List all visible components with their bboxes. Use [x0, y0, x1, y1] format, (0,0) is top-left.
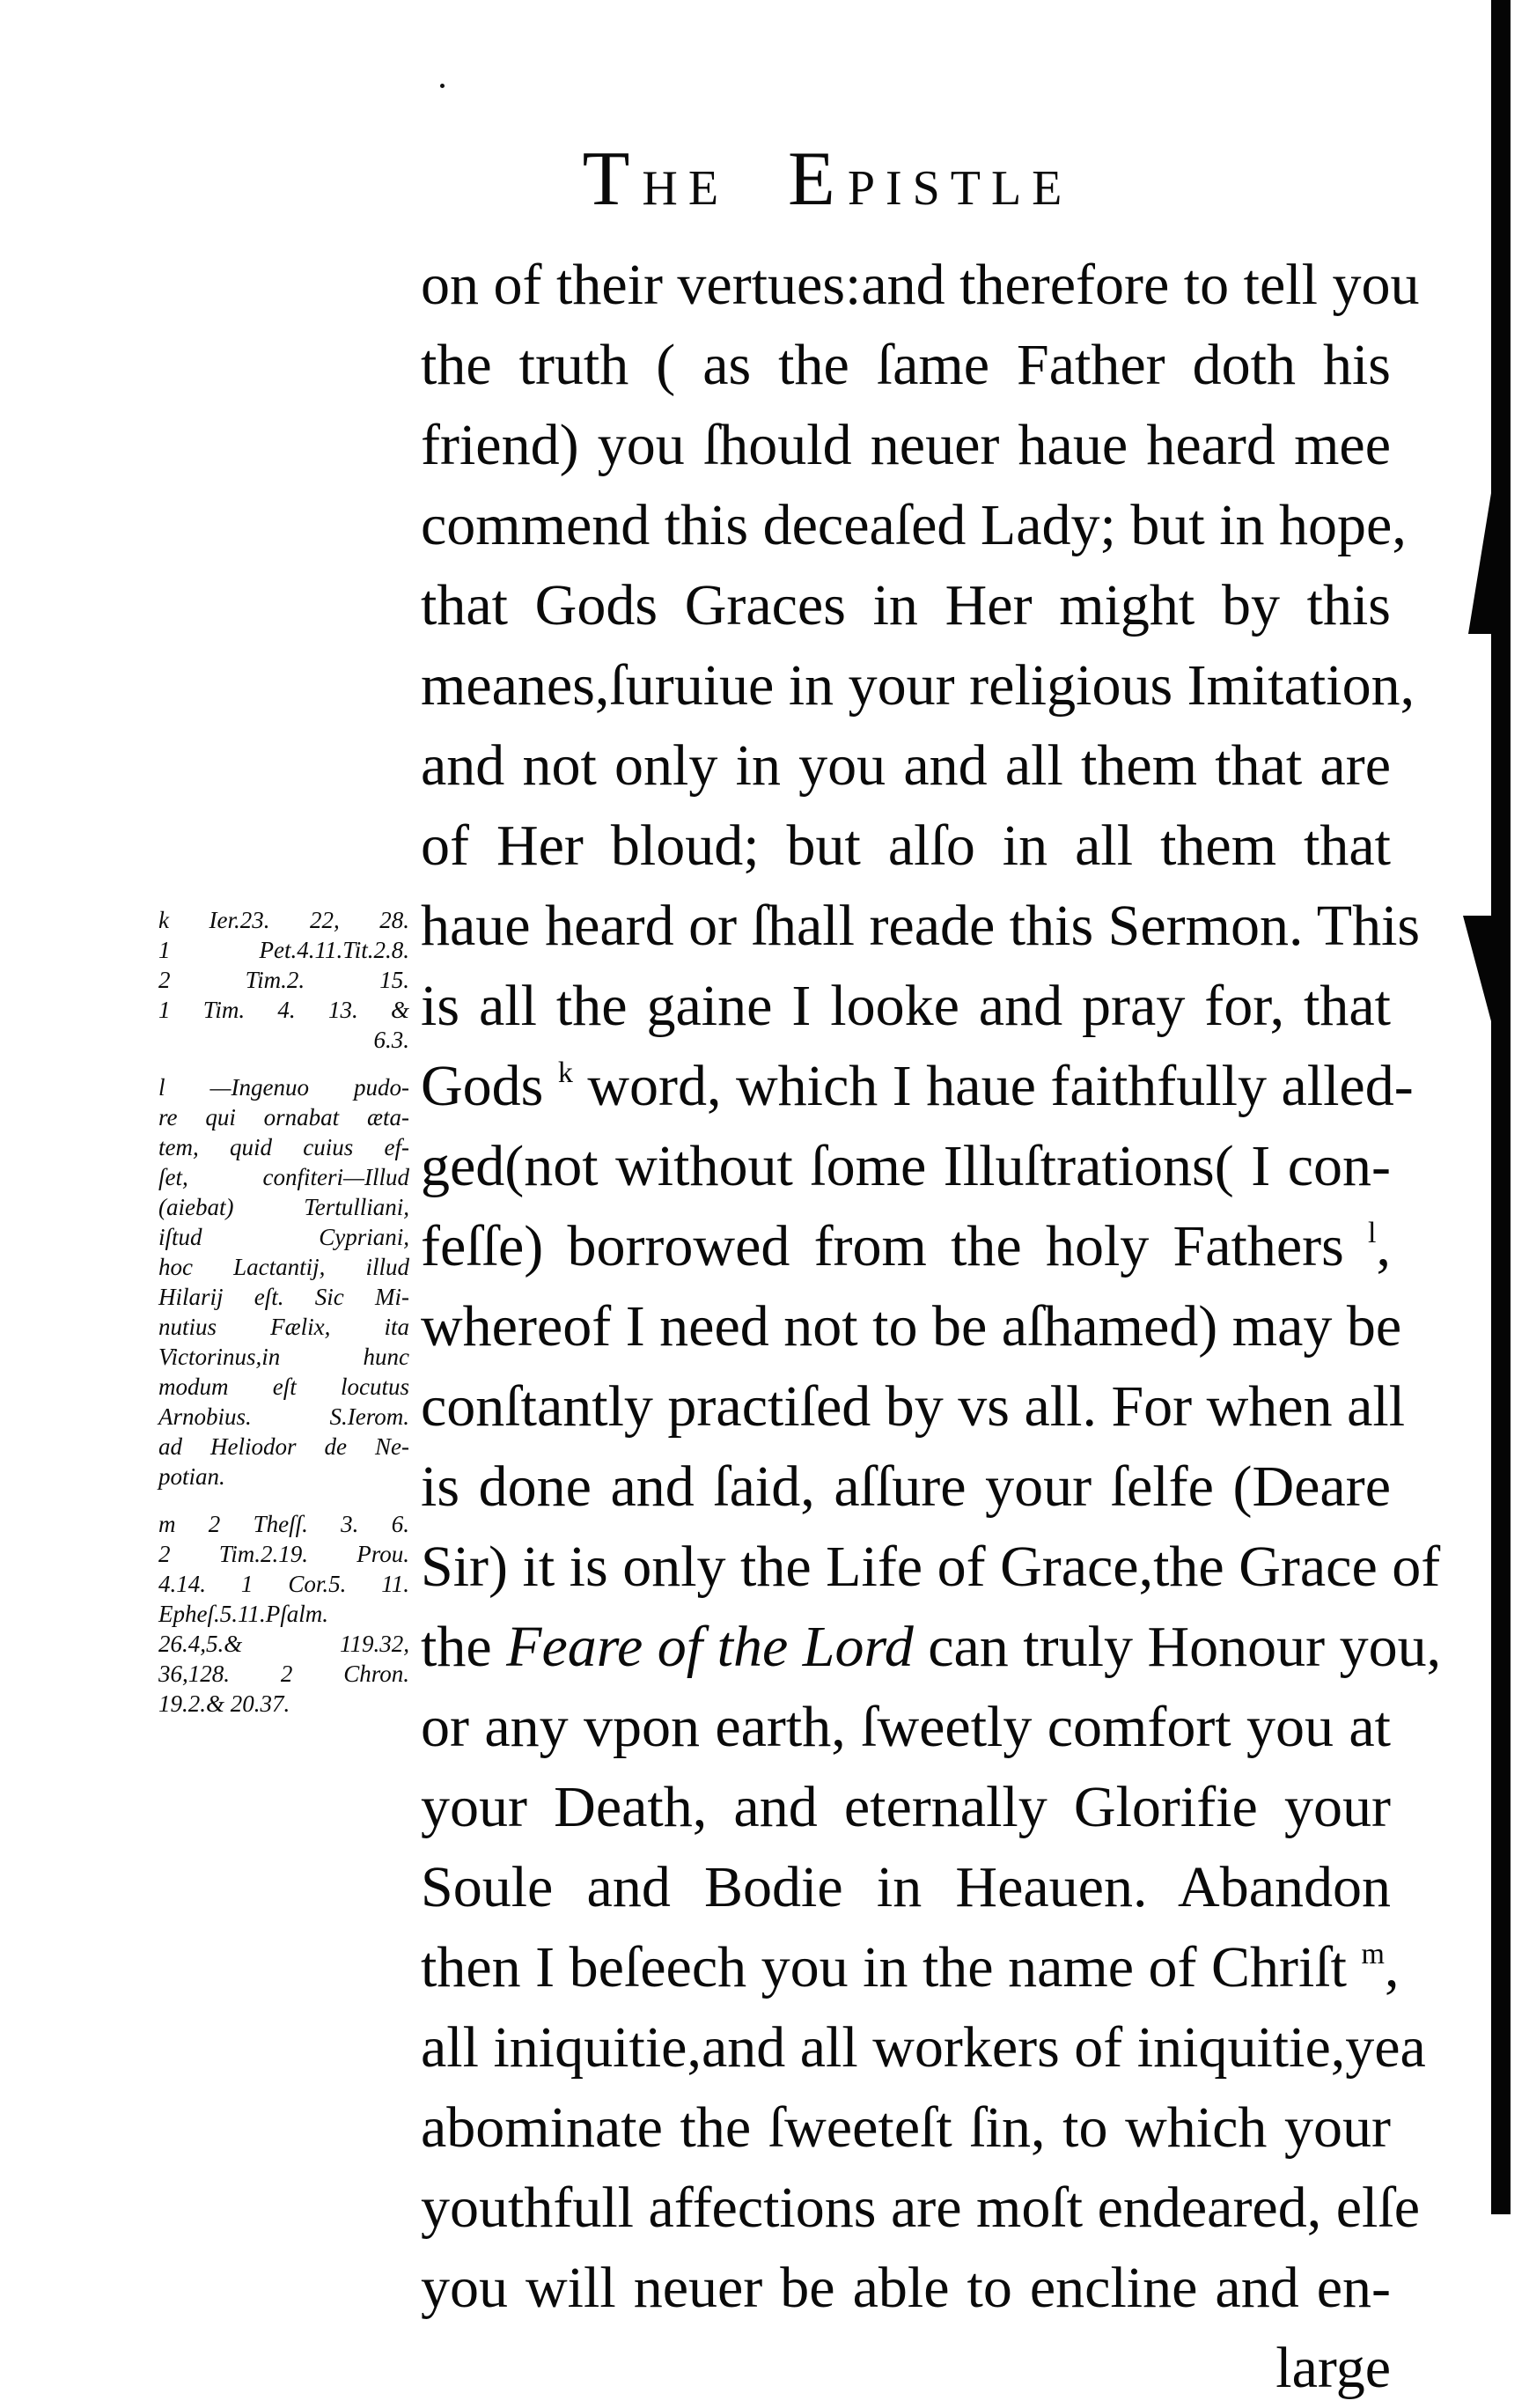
page-edge-shadow [1491, 0, 1511, 2214]
margin-note-line: m 2 Theſſ. 3. 6. [158, 1511, 409, 1537]
text-fragment: the [421, 1615, 492, 1679]
body-text [421, 245, 1442, 2408]
margin-note-line: l —Ingenuo pudo- [158, 1074, 409, 1101]
text-fragment: then I beſeech you in the name of Chriſt [421, 1935, 1348, 1999]
text-line: of Her bloud; but alſo in all them that [421, 814, 1391, 878]
text-line: ged(not without ſome Illuſtrations( I con- [421, 1134, 1391, 1198]
catchword: large [1275, 2336, 1391, 2400]
margin-note-line: ad Heliodor de Ne- [158, 1433, 409, 1460]
text-fragment: Gods [421, 1054, 544, 1118]
margin-note-line: 6.3. [373, 1027, 409, 1053]
running-head-rest-2: PISTLE [847, 161, 1073, 216]
text-line-with-note-k [421, 1046, 1414, 1126]
text-line: on of their vertues:and therefore to tell you [421, 253, 1420, 317]
margin-note-line: 1 Pet.4.11.Tit.2.8. [158, 937, 409, 963]
margin-note-line: tem, quid cuius ef- [158, 1134, 409, 1160]
text-line: all iniquitie,and all workers of iniquitie,yea [421, 2015, 1426, 2080]
text-fragment: feſſe) borrowed from the holy Fathers [421, 1214, 1344, 1278]
margin-note-line: ſet, confiteri—Illud [158, 1164, 409, 1190]
text-line-with-note-l [421, 1206, 1391, 1286]
margin-note-line: iſtud Cypriani, [158, 1224, 409, 1250]
margin-note-line: modum eſt locutus [158, 1373, 409, 1400]
margin-note-line: Hilarij eſt. Sic Mi- [158, 1284, 409, 1310]
text-line: Sir) it is only the Life of Grace,the Grace of [421, 1535, 1441, 1599]
text-line: friend) you ſhould neuer haue heard mee [421, 413, 1391, 477]
text-line-with-note-m [421, 1927, 1400, 2007]
running-head-cap-1: T [582, 136, 643, 222]
margin-note-line: 19.2.& 20.37. [158, 1690, 290, 1717]
text-line: commend this deceaſed Lady; but in hope, [421, 493, 1407, 557]
text-fragment: word, which I haue faithfully alled- [587, 1054, 1414, 1118]
ink-speck [440, 84, 445, 88]
page-edge-notch [1463, 916, 1491, 1021]
text-line: youthfull affections are moſt endeared, elſe [421, 2176, 1420, 2240]
margin-note-m [158, 1509, 409, 1719]
text-line: whereof I need not to be aſhamed) may be [421, 1294, 1402, 1359]
margin-note-line: 26.4,5.& 119.32, [158, 1631, 409, 1657]
margin-note-line: 36,128. 2 Chron. [158, 1661, 409, 1687]
note-mark-m: m [1361, 1938, 1385, 1970]
running-head [423, 136, 1232, 222]
text-line: is done and ſaid, aſſure your ſelfe (Deare [421, 1454, 1391, 1519]
text-line: haue heard or ſhall reade this Sermon. This [421, 894, 1421, 958]
text-fragment: , [1384, 1935, 1400, 1999]
text-line: you will neuer be able to encline and en- [421, 2256, 1391, 2320]
margin-note-line: nutius Fælix, ita [158, 1314, 409, 1340]
margin-note-line: Arnobius. S.Ierom. [158, 1403, 409, 1430]
text-line: the truth ( as the ſame Father doth his [421, 333, 1391, 397]
text-line: conſtantly practiſed by vs all. For when all [421, 1374, 1406, 1439]
margin-note-line: hoc Lactantij, illud [158, 1254, 409, 1280]
text-line: abominate the ſweeteſt ſin, to which your [421, 2095, 1391, 2160]
margin-note-line: 2 Tim.2.19. Prou. [158, 1541, 409, 1567]
margin-note-line: Epheſ.5.11.Pſalm. [158, 1601, 328, 1627]
margin-note-line: k Ier.23. 22, 28. [158, 907, 409, 933]
margin-notes [158, 905, 409, 1719]
text-line-with-italic [421, 1607, 1442, 1687]
margin-note-line: 2 Tim.2. 15. [158, 967, 409, 993]
text-line: Soule and Bodie in Heauen. Abandon [421, 1855, 1391, 1919]
margin-note-line: 4.14. 1 Cor.5. 11. [158, 1571, 409, 1597]
margin-note-l [158, 1072, 409, 1491]
running-head-rest-1: HE [642, 161, 730, 216]
text-line: that Gods Graces in Her might by this [421, 573, 1391, 637]
margin-note-line: (aiebat) Tertulliani, [158, 1194, 409, 1220]
margin-note-line: Victorinus,in hunc [158, 1344, 409, 1370]
margin-note-line: 1 Tim. 4. 13. & [158, 997, 409, 1023]
margin-gap [158, 1055, 409, 1072]
margin-note-k [158, 905, 409, 1055]
margin-gap [158, 1491, 409, 1509]
text-line: is all the gaine I looke and pray for, that [421, 974, 1391, 1038]
text-line: your Death, and eternally Glorifie your [421, 1775, 1391, 1839]
note-mark-l: l [1368, 1217, 1377, 1249]
margin-note-line: potian. [158, 1463, 225, 1490]
text-fragment: can truly Honour you, [928, 1615, 1442, 1679]
text-line: or any vpon earth, ſweetly comfort you at [421, 1695, 1391, 1759]
italic-phrase: Feare of the Lord [506, 1615, 914, 1679]
note-mark-k: k [557, 1057, 573, 1089]
text-line: meanes,ſuruiue in your religious Imitation, [421, 653, 1415, 718]
margin-note-line: re qui ornabat æta- [158, 1104, 409, 1130]
running-head-cap-2: E [788, 136, 848, 222]
page-edge-notch [1468, 493, 1491, 634]
text-line: and not only in you and all them that are [421, 733, 1391, 798]
text-fragment: , [1376, 1214, 1391, 1278]
